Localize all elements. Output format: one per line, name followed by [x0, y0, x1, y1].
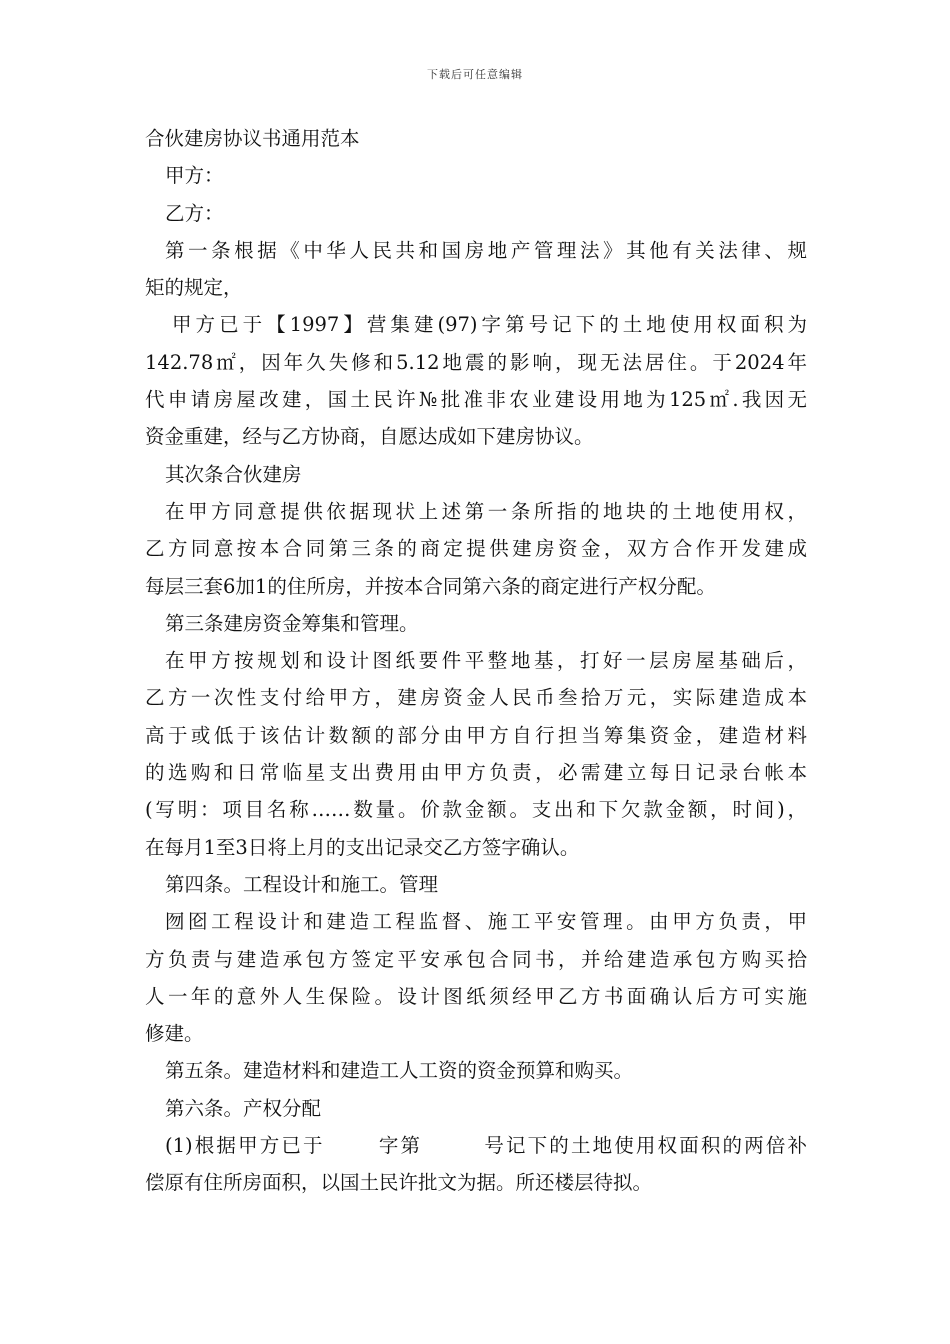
article-3-line-1: 在甲方按规划和设计图纸要件平整地基，打好一层房屋基础后， — [165, 649, 807, 673]
article-1-body-line-2: 142.78㎡，因年久失修和5.12地震的影响，现无法居住。于2024年 — [145, 350, 807, 374]
article-1-body-line-4: 资金重建，经与乙方协商，自愿达成如下建房协议。 — [145, 425, 594, 449]
article-3-heading: 第三条建房资金筹集和管理。 — [165, 611, 419, 635]
article-3-line-4: 的选购和日常临星支出费用由甲方负责，必需建立每日记录台帐本 — [145, 761, 807, 785]
article-3-line-3: 高于或低于该估计数额的部分由甲方自行担当筹集资金，建造材料 — [145, 723, 807, 747]
article-6-part-2: 字第 — [376, 1134, 423, 1158]
article-2-line-1: 在甲方同意提供依据现状上述第一条所指的地块的土地使用权， — [165, 499, 807, 523]
party-b-line: 乙方： — [165, 201, 224, 225]
article-5-heading: 第五条。建造材料和建造工人工资的资金预算和购买。 — [165, 1059, 634, 1083]
article-4-heading: 第四条。工程设计和施工。管理 — [165, 872, 439, 896]
article-1-body-line-3: 代申请房屋改建，国土民许№批准非农业建设用地为125㎡.我因无 — [145, 388, 807, 412]
article-3-line-5: (写明：项目名称……数量。价款金额。支出和下欠款金额，时间)， — [145, 798, 807, 822]
article-2-line-2: 乙方同意按本合同第三条的商定提供建房资金，双方合作开发建成 — [145, 537, 807, 561]
party-a-line: 甲方： — [165, 164, 224, 188]
article-4-line-1: 囫囵工程设计和建造工程监督、施工平安管理。由甲方负责，甲 — [165, 910, 807, 934]
article-4-line-3: 人一年的意外人生保险。设计图纸须经甲乙方书面确认后方可实施 — [145, 984, 807, 1008]
article-6-heading: 第六条。产权分配 — [165, 1096, 322, 1120]
article-6-para-1-line-1 — [145, 1127, 807, 1164]
article-6-para-1-line-2: 偿原有住所房面积，以国土民许批文为据。所还楼层待拟。 — [145, 1171, 653, 1195]
document-body — [145, 120, 807, 1202]
article-3-line-6: 在每月1至3日将上月的支出记录交乙方签字确认。 — [145, 835, 580, 859]
article-6-part-1: (1)根据甲方已于 — [165, 1134, 325, 1158]
article-2-line-3: 每层三套6加1的住所房，并按本合同第六条的商定进行产权分配。 — [145, 574, 716, 598]
article-1-body-line-1: 甲方已于【1997】营集建(97)字第号记下的土地使用权面积为 — [172, 313, 807, 337]
document-title: 合伙建房协议书通用范本 — [145, 127, 360, 150]
article-4-line-2: 方负责与建造承包方签定平安承包合同书，并给建造承包方购买拾 — [145, 947, 807, 971]
article-3-line-2: 乙方一次性支付给甲方，建房资金人民币叁拾万元，实际建造成本 — [145, 686, 807, 710]
article-2-heading: 其次条合伙建房 — [165, 462, 302, 486]
page-header-note: 下载后可任意编辑 — [427, 68, 523, 81]
article-6-part-3: 号记下的土地使用权面积的两倍补 — [482, 1134, 807, 1158]
article-4-line-4: 修建。 — [145, 1022, 204, 1046]
article-1-line-2: 矩的规定， — [145, 276, 243, 300]
article-1-line-1: 第一条根据《中华人民共和国房地产管理法》其他有关法律、规 — [165, 238, 807, 262]
